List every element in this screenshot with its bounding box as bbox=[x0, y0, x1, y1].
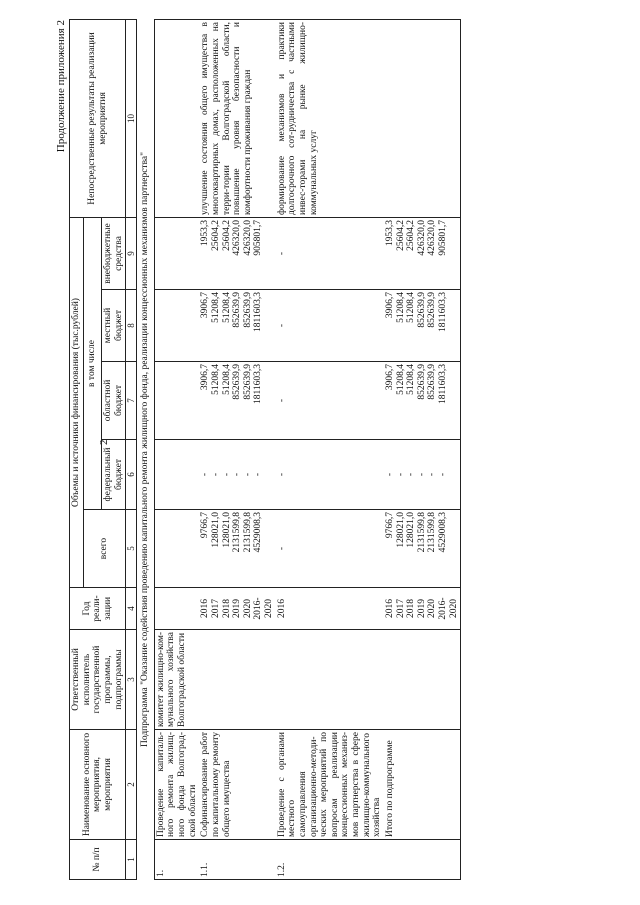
executor: комитет жилищно-ком-мунального хозяйства Волгоградской области bbox=[154, 630, 199, 730]
header-extra: внебюджетные средства bbox=[101, 217, 125, 289]
year-cell bbox=[154, 588, 199, 630]
result-cell bbox=[384, 19, 461, 217]
col-number: 2 bbox=[126, 730, 137, 840]
funding-table bbox=[69, 19, 461, 880]
executor bbox=[276, 630, 384, 730]
header-year: Год реали-зации bbox=[70, 588, 126, 630]
activity-name: Софинансирование работ по капитальному ремонту общего имущества bbox=[199, 730, 275, 840]
local-cell: - bbox=[276, 290, 384, 362]
header-results: Непосредственные результаты реализации мероприятия bbox=[70, 19, 126, 217]
header-regional: областной бюджет bbox=[101, 362, 125, 440]
table-row bbox=[276, 19, 384, 879]
col-number: 6 bbox=[126, 440, 137, 510]
row-number: 1.2. bbox=[276, 840, 384, 880]
total-cell: 9766,7 128021,0 128021,0 2131599,8 2131599,8 4529008,3 bbox=[199, 510, 275, 588]
header-including: в том числе bbox=[83, 217, 101, 509]
col-number: 10 bbox=[126, 19, 137, 217]
local-cell: 3906,7 51208,4 51208,4 852639,9 852639,9 1811603,3 bbox=[384, 290, 461, 362]
table-row bbox=[384, 19, 461, 879]
local-cell: 3906,7 51208,4 51208,4 852639,9 852639,9 1811603,3 bbox=[199, 290, 275, 362]
federal-cell bbox=[154, 440, 199, 510]
header-name: Наименование основного мероприятия, мероприятия bbox=[70, 730, 126, 840]
row-number: 1. bbox=[154, 840, 199, 880]
header-total: всего bbox=[83, 510, 126, 588]
col-number: 1 bbox=[126, 840, 137, 880]
year-cell: 2016 bbox=[276, 588, 384, 630]
header-federal: федеральный бюджет bbox=[101, 440, 125, 510]
activity-name: Итого по подпрограмме bbox=[384, 730, 461, 840]
extra-cell: - bbox=[276, 217, 384, 289]
regional-cell: 3906,7 51208,4 51208,4 852639,9 852639,9 1811603,3 bbox=[384, 362, 461, 440]
rotated-table-sheet bbox=[55, 20, 635, 880]
total-cell: - bbox=[276, 510, 384, 588]
result-cell: формирование механизмов и практики долгосрочного сот-рудничества с частными инвес-торами на рынке жилищно-коммунальных услуг bbox=[276, 19, 384, 217]
page-number: 2 bbox=[98, 439, 110, 445]
federal-cell: - bbox=[276, 440, 384, 510]
table-row bbox=[199, 19, 275, 879]
year-cell: 2016 2017 2018 2019 2020 2016-2020 bbox=[384, 588, 461, 630]
program-title: Подпрограмма "Оказание содействия проведению капитального ремонта жилищного фонда, реализации концессионных механизмов партнерства" bbox=[137, 19, 155, 879]
executor bbox=[199, 630, 275, 730]
header-num: № п/п bbox=[70, 840, 126, 880]
total-cell bbox=[154, 510, 199, 588]
col-number: 4 bbox=[126, 588, 137, 630]
col-number: 8 bbox=[126, 290, 137, 362]
continuation-label: Продолжение приложения 2 bbox=[55, 20, 67, 153]
row-number: 1.1. bbox=[199, 840, 275, 880]
col-number: 7 bbox=[126, 362, 137, 440]
col-number: 3 bbox=[126, 630, 137, 730]
federal-cell: - - - - - - bbox=[199, 440, 275, 510]
federal-cell: - - - - - - bbox=[384, 440, 461, 510]
row-number bbox=[384, 840, 461, 880]
local-cell bbox=[154, 290, 199, 362]
header-funding: Объемы и источники финансирования (тыс.рублей) bbox=[70, 217, 84, 587]
regional-cell: 3906,7 51208,4 51208,4 852639,9 852639,9 1811603,3 bbox=[199, 362, 275, 440]
activity-name: Проведение с органами местного самоуправления организационно-методи-ческих мероприятий по вопросам реализации концессионных механиз-мов партнерства в сфере жилищно-коммунального хозяйства bbox=[276, 730, 384, 840]
extra-cell: 1953,3 25604,2 25604,2 426320,0 426320,0 905801,7 bbox=[199, 217, 275, 289]
result-cell bbox=[154, 19, 199, 217]
year-cell: 2016 2017 2018 2019 2020 2016-2020 bbox=[199, 588, 275, 630]
header-executor: Ответственный исполнитель государственной программы, подпрограммы bbox=[70, 630, 126, 730]
col-number: 9 bbox=[126, 217, 137, 289]
extra-cell bbox=[154, 217, 199, 289]
header-local: местный бюджет bbox=[101, 290, 125, 362]
col-number: 5 bbox=[126, 510, 137, 588]
total-cell: 9766,7 128021,0 128021,0 2131599,8 2131599,8 4529008,3 bbox=[384, 510, 461, 588]
extra-cell: 1953,3 25604,2 25604,2 426320,0 426320,0 905801,7 bbox=[384, 217, 461, 289]
result-cell: улучшение состояния общего имущества в многоквартирных домах, расположенных на терри-тории Волгоградской области, повышение уровня безопасности и комфортности проживания граждан bbox=[199, 19, 275, 217]
column-number-row bbox=[126, 19, 137, 879]
executor bbox=[384, 630, 461, 730]
program-title-row bbox=[137, 19, 155, 879]
activity-name: Проведение капиталь-ного ремонта жилищ-ного фонда Волгоград-ской области bbox=[154, 730, 199, 840]
table-row bbox=[154, 19, 199, 879]
regional-cell: - bbox=[276, 362, 384, 440]
regional-cell bbox=[154, 362, 199, 440]
